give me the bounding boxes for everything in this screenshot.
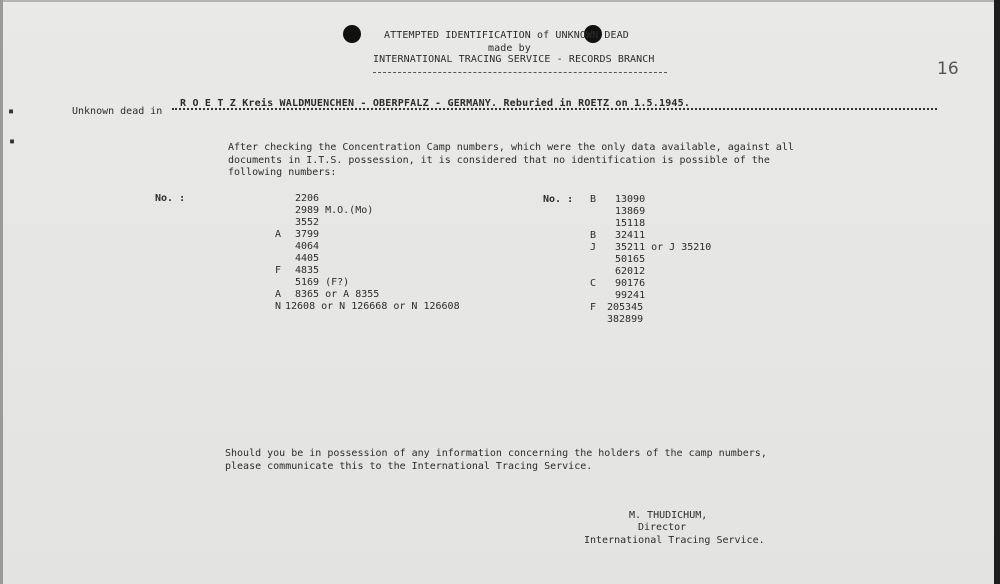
list-item: [275, 217, 535, 229]
no-label-left: No. :: [155, 193, 186, 204]
camp-number: 2206: [295, 193, 320, 204]
camp-number: 13090: [615, 194, 646, 205]
dotted-fill-line: [172, 108, 937, 110]
page-number: 16: [937, 59, 959, 79]
no-label-right: No. :: [543, 194, 574, 205]
left-number-list: [275, 193, 535, 313]
list-item: [590, 266, 790, 278]
camp-number: 62012: [615, 266, 646, 277]
right-number-list: [590, 194, 790, 326]
list-item: [590, 254, 790, 266]
number-prefix: F: [275, 265, 282, 276]
list-item: [275, 301, 535, 313]
number-prefix: J: [590, 242, 597, 253]
intro-line: documents in I.T.S. possession, it is considered that no identification is possible of the: [228, 154, 770, 166]
list-item: [275, 253, 535, 265]
camp-number: 99241: [615, 290, 646, 301]
unknown-dead-label: Unknown dead in: [72, 106, 163, 117]
camp-number: 50165: [615, 254, 646, 265]
list-item: [590, 278, 790, 290]
list-item: [590, 290, 790, 302]
header-made-by: made by: [488, 43, 531, 54]
camp-number: 205345: [607, 302, 644, 313]
camp-number: 15118: [615, 218, 646, 229]
signature-title: Director: [638, 522, 687, 533]
camp-number: 4064: [295, 241, 320, 252]
margin-mark: ▪: [8, 106, 15, 117]
list-item: [590, 218, 790, 230]
list-item: [590, 206, 790, 218]
list-item: [275, 265, 535, 277]
list-item: [275, 205, 535, 217]
camp-number: 32411: [615, 230, 646, 241]
camp-number: 5169 (F?): [295, 277, 350, 288]
list-item: [275, 193, 535, 205]
closing-line: Should you be in possession of any information concerning the holders of the camp numbers,: [225, 448, 767, 459]
header-title: ATTEMPTED IDENTIFICATION of UNKNOWN DEAD: [384, 30, 629, 41]
list-item: [590, 242, 790, 254]
camp-number: 13869: [615, 206, 646, 217]
list-item: [590, 230, 790, 242]
signature-name: M. THUDICHUM,: [629, 510, 708, 521]
camp-number: 382899: [607, 314, 644, 325]
signature-organization: International Tracing Service.: [584, 535, 765, 546]
list-item: [275, 289, 535, 301]
list-item: [275, 277, 535, 289]
margin-mark: ▪: [9, 136, 16, 147]
list-item: [590, 194, 790, 206]
page-left-edge: [0, 0, 3, 584]
intro-line: After checking the Concentration Camp numbers, which were the only data available, against all: [228, 142, 794, 153]
camp-number: 8365 or A 8355: [295, 289, 380, 300]
camp-number: 2989 M.O.(Mo): [295, 205, 374, 216]
camp-number: 35211 or J 35210: [615, 242, 712, 253]
camp-number: 12608 or N 126668 or N 126608: [285, 301, 460, 312]
header-underline: [373, 72, 667, 73]
list-item: [590, 302, 790, 314]
number-prefix: B: [590, 230, 597, 241]
camp-number: 3799: [295, 229, 320, 240]
unknown-dead-location: R O E T Z Kreis WALDMUENCHEN - OBERPFALZ - GERMANY. Reburied in ROETZ on 1.5.1945.: [180, 98, 691, 109]
number-prefix: A: [275, 289, 282, 300]
number-prefix: F: [590, 302, 597, 313]
list-item: [590, 314, 790, 326]
page-right-edge: [994, 0, 1000, 584]
page-top-edge: [0, 0, 1000, 2]
number-prefix: B: [590, 194, 597, 205]
camp-number: 4405: [295, 253, 320, 264]
camp-number: 90176: [615, 278, 646, 289]
intro-paragraph: [228, 142, 794, 180]
closing-paragraph: [225, 448, 767, 473]
punch-hole-left: [343, 25, 361, 43]
number-prefix: N: [275, 301, 282, 312]
list-item: [275, 229, 535, 241]
number-prefix: C: [590, 278, 597, 289]
list-item: [275, 241, 535, 253]
camp-number: 3552: [295, 217, 320, 228]
intro-line: following numbers:: [228, 167, 337, 178]
header-organization: INTERNATIONAL TRACING SERVICE - RECORDS BRANCH: [373, 54, 655, 65]
closing-line: please communicate this to the International Tracing Service.: [225, 460, 593, 472]
camp-number: 4835: [295, 265, 320, 276]
number-prefix: A: [275, 229, 282, 240]
